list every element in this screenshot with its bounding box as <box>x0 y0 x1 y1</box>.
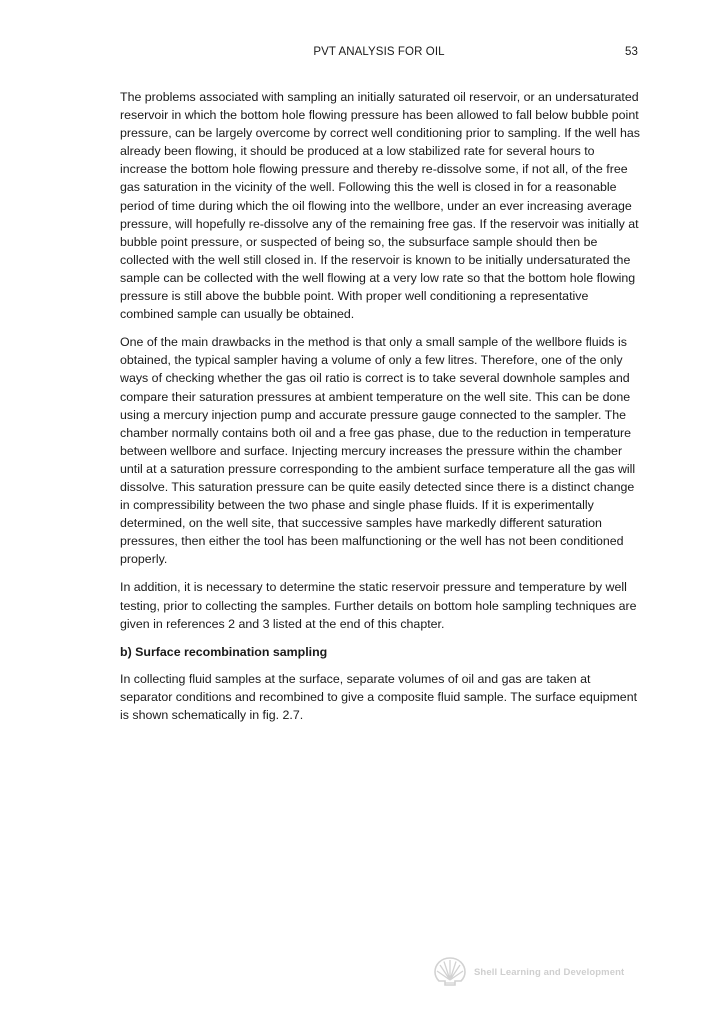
shell-logo-icon <box>432 956 468 988</box>
section-heading-surface-recombination: b) Surface recombination sampling <box>120 644 328 659</box>
paragraph-sampler-drawbacks: One of the main drawbacks in the method is that only a small sample of the wellbore fluids is obtained, the typical sampler having a volume of only a few litres. Therefore, one of the only ways of checking whether the gas oil ratio is correct is to take several downhole samples and compare their saturation pressures at ambient temperature on the well site. This can be done using a mercury injection pump and accurate pressure gauge connected to the sampler. The chamber normally contains both oil and a free gas phase, due to the reduction in temperature between wellbore and surface. Injecting mercury increases the pressure within the chamber until at a saturation pressure corresponding to the ambient surface temperature all the gas will dissolve. This saturation pressure can be quite easily detected since there is a distinct change in compressibility between the two phase and single phase fluids. If it is experimentally determined, on the well site, that successive samples have markedly different saturation pressures, then either the tool has been malfunctioning or the well has not been conditioned properly. <box>120 335 636 567</box>
paragraph-static-pressure: In addition, it is necessary to determine the static reservoir pressure and temperature by well testing, prior to collecting the samples. Further details on bottom hole sampling techniques are given in references 2 and 3 listed at the end of this chapter. <box>120 580 637 631</box>
running-header-title: PVT ANALYSIS FOR OIL <box>313 46 445 58</box>
paragraph-surface-sampling: In collecting fluid samples at the surface, separate volumes of oil and gas are taken at separator conditions and recombined to give a composite fluid sample. The surface equipment is shown schematically in fig. 2.7. <box>120 671 638 722</box>
page-number: 53 <box>625 46 638 58</box>
body-text <box>120 88 640 734</box>
paragraph-well-conditioning: The problems associated with sampling an initially saturated oil reservoir, or an undersaturated reservoir in which the bottom hole flowing pressure has been allowed to fall below bubble point pressure, can be largely overcome by correct well conditioning prior to sampling. If the well has already been flowing, it should be produced at a low stabilized rate for several hours to increase the bottom hole flowing pressure and thereby re-dissolve some, if not all, of the free gas saturation in the vicinity of the well. Following this the well is closed in for a reasonable period of time during which the oil flowing into the wellbore, under an ever increasing average pressure, will hopefully re-dissolve any of the remaining free gas. If the reservoir was initially at bubble point pressure, or suspected of being so, the subsurface sample should then be collected with the well still closed in. If the reservoir is known to be initially undersaturated the sample can be collected with the well flowing at a very low rate so that the bottom hole flowing pressure is still above the bubble point. With proper well conditioning a representative combined sample can usually be obtained. <box>120 90 640 322</box>
footer-brand <box>432 955 642 989</box>
footer-brand-text: Shell Learning and Development <box>474 966 625 978</box>
running-header <box>120 46 638 62</box>
